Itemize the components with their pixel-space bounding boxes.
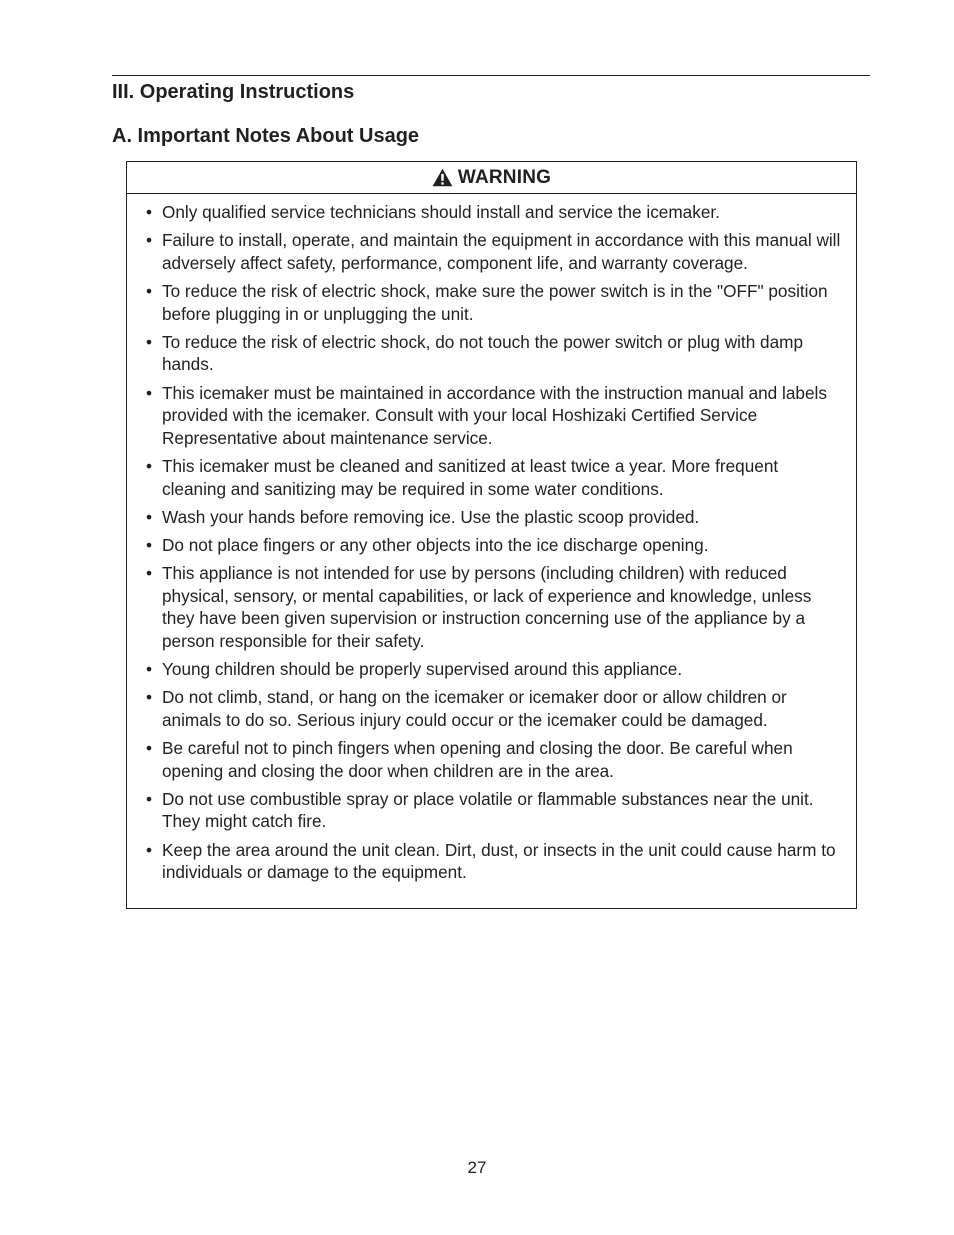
bullet-icon: • [146, 534, 153, 555]
warning-item [146, 839, 846, 884]
warning-item-text: Young children should be properly supervised around this appliance. [162, 659, 683, 680]
warning-item-text: Failure to install, operate, and maintain the equipment in accordance with this manual will adversely affect safety, performance, component life, and warranty coverage. [162, 230, 841, 273]
warning-item [146, 455, 846, 500]
section-title: III. Operating Instructions [112, 81, 355, 103]
warning-item-text: This appliance is not intended for use by persons (including children) with reduced physical, sensory, or mental capabilities, or lack of experience and knowledge, unless they have been given supervision or instruction concerning use of the appliance by a person responsible for their safety. [162, 563, 812, 651]
warning-item-text: This icemaker must be maintained in accordance with the instruction manual and labels provided with the icemaker. Consult with your local Hoshizaki Certified Service Representative about maintenance service. [162, 382, 827, 448]
warning-item [146, 686, 846, 731]
warning-list [127, 194, 856, 884]
bullet-icon: • [146, 202, 153, 222]
warning-item-text: To reduce the risk of electric shock, make sure the power switch is in the "OFF" position before plugging in or unplugging the unit. [162, 280, 828, 324]
bullet-icon: • [146, 230, 153, 251]
warning-triangle-icon [432, 168, 453, 187]
warning-item [146, 382, 846, 450]
bullet-icon: • [146, 455, 153, 476]
bullet-icon: • [146, 839, 153, 860]
bullet-icon: • [146, 331, 153, 352]
warning-item [146, 331, 846, 376]
warning-label: WARNING [457, 166, 552, 188]
warning-item-text: Do not climb, stand, or hang on the icemaker or icemaker door or allow children or animals to do so. Serious injury could occur or the icemaker could be damaged. [162, 687, 787, 730]
warning-item [146, 201, 846, 224]
warning-item [146, 506, 846, 529]
warning-item-text: This icemaker must be cleaned and sanitized at least twice a year. More frequent cleaning and sanitizing may be required in some water conditions. [162, 455, 779, 499]
warning-item-text: Be careful not to pinch fingers when opening and closing the door. Be careful when opening and closing the door when children are in the area. [162, 738, 793, 781]
warning-item [146, 229, 846, 274]
page-number: 27 [467, 1158, 487, 1177]
warning-header [127, 162, 856, 194]
bullet-icon: • [146, 659, 153, 680]
warning-item-text: To reduce the risk of electric shock, do not touch the power switch or plug with damp hands. [162, 331, 804, 375]
warning-box [126, 161, 857, 909]
warning-item [146, 788, 846, 833]
warning-item [146, 658, 846, 681]
warning-item-text: Do not place fingers or any other objects into the ice discharge opening. [162, 534, 709, 555]
warning-item [146, 534, 846, 557]
top-divider [112, 75, 870, 76]
bullet-icon: • [146, 280, 153, 301]
subsection-title: A. Important Notes About Usage [112, 125, 420, 147]
bullet-icon: • [146, 738, 153, 758]
warning-item [146, 737, 846, 782]
warning-item [146, 280, 846, 325]
bullet-icon: • [146, 506, 153, 527]
bullet-icon: • [146, 563, 153, 584]
warning-item [146, 562, 846, 652]
bullet-icon: • [146, 382, 153, 403]
bullet-icon: • [146, 788, 153, 809]
warning-item-text: Only qualified service technicians should install and service the icemaker. [162, 202, 720, 222]
warning-item-text: Wash your hands before removing ice. Use the plastic scoop provided. [162, 506, 700, 527]
warning-item-text: Keep the area around the unit clean. Dirt, dust, or insects in the unit could cause harm to individuals or damage to the equipment. [162, 839, 836, 883]
bullet-icon: • [146, 687, 153, 708]
warning-item-text: Do not use combustible spray or place volatile or flammable substances near the unit. They might catch fire. [162, 788, 814, 832]
